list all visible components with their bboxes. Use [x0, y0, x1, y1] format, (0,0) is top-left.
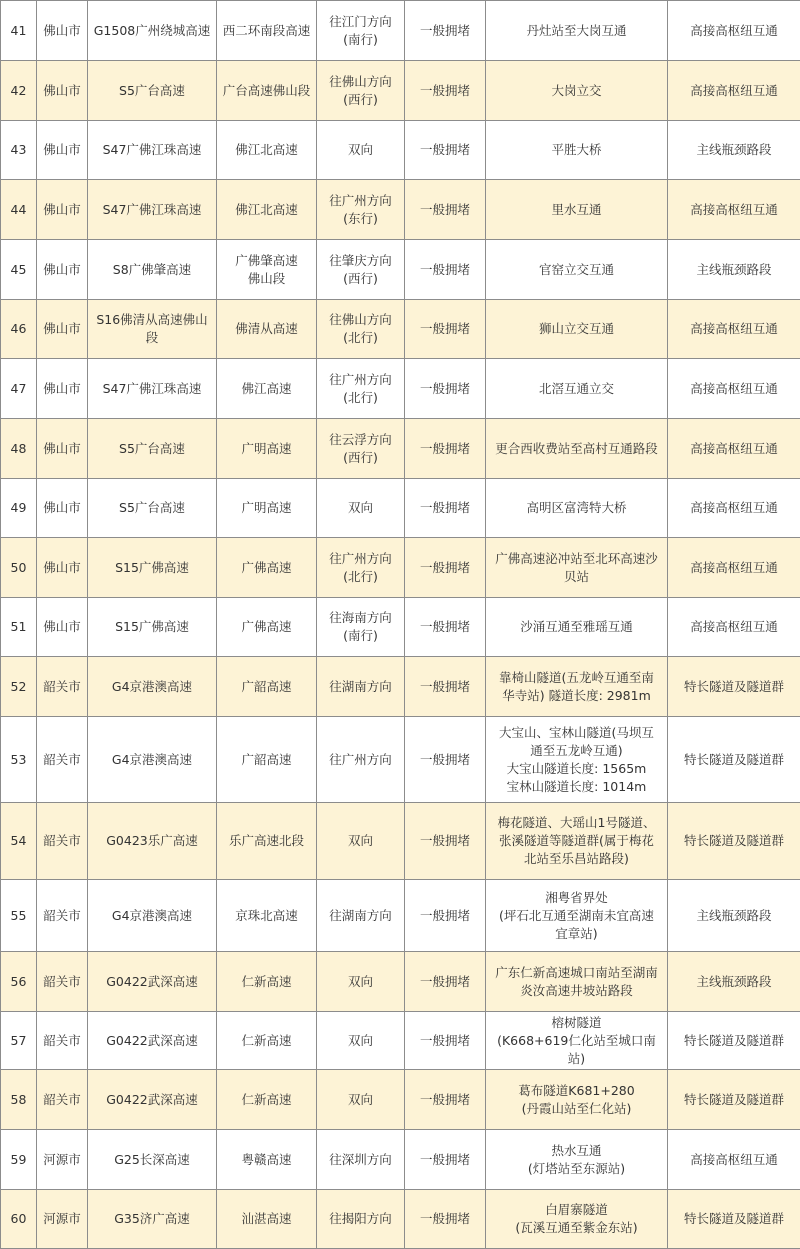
level-cell: 一般拥堵 [405, 1190, 486, 1249]
level-cell: 一般拥堵 [405, 1130, 486, 1190]
section-cell [217, 803, 317, 880]
section-line: 广佛高速 [220, 559, 313, 577]
direction-cell [317, 359, 405, 419]
location-line: 广佛高速泌冲站至北环高速沙 [489, 550, 664, 568]
type-cell: 高接高枢纽互通 [668, 419, 800, 479]
type-cell: 主线瓶颈路段 [668, 952, 800, 1012]
level-cell: 一般拥堵 [405, 880, 486, 952]
location-line: 宝林山隧道长度: 1014m [489, 778, 664, 796]
section-cell [217, 300, 317, 359]
type-cell: 高接高枢纽互通 [668, 180, 800, 240]
section-cell [217, 419, 317, 479]
type-cell: 特长隧道及隧道群 [668, 1012, 800, 1070]
direction-line: (东行) [320, 210, 401, 228]
no-cell: 45 [1, 240, 37, 300]
direction-line: 双向 [320, 1032, 401, 1050]
road-cell: G35济广高速 [88, 1190, 217, 1249]
city-cell: 韶关市 [37, 880, 88, 952]
section-line: 仁新高速 [220, 973, 313, 991]
no-cell: 57 [1, 1012, 37, 1070]
direction-line: 往广州方向 [320, 751, 401, 769]
section-cell [217, 1070, 317, 1130]
section-line: 汕湛高速 [220, 1210, 313, 1228]
city-cell: 佛山市 [37, 359, 88, 419]
location-cell [486, 180, 668, 240]
city-cell: 佛山市 [37, 240, 88, 300]
direction-cell [317, 479, 405, 538]
direction-line: (西行) [320, 270, 401, 288]
section-line: 乐广高速北段 [220, 832, 313, 850]
location-cell [486, 717, 668, 803]
no-cell: 48 [1, 419, 37, 479]
section-cell [217, 657, 317, 717]
location-line: 狮山立交互通 [489, 320, 664, 338]
location-line: (瓦溪互通至紫金东站) [489, 1219, 664, 1237]
direction-cell [317, 717, 405, 803]
road-cell: S15广佛高速 [88, 538, 217, 598]
road-cell: S5广台高速 [88, 419, 217, 479]
table-row [1, 717, 800, 803]
location-cell [486, 952, 668, 1012]
direction-cell [317, 61, 405, 121]
city-cell: 韶关市 [37, 1070, 88, 1130]
table-row [1, 598, 800, 657]
level-cell: 一般拥堵 [405, 240, 486, 300]
no-cell: 49 [1, 479, 37, 538]
no-cell: 46 [1, 300, 37, 359]
level-cell: 一般拥堵 [405, 717, 486, 803]
location-line: 北站至乐昌站路段) [489, 850, 664, 868]
city-cell: 佛山市 [37, 538, 88, 598]
table-row [1, 1190, 800, 1249]
road-cell: S15广佛高速 [88, 598, 217, 657]
direction-cell [317, 1, 405, 61]
location-cell [486, 300, 668, 359]
location-line: 贝站 [489, 568, 664, 586]
section-line: 京珠北高速 [220, 907, 313, 925]
section-line: 粤赣高速 [220, 1151, 313, 1169]
location-line: 大宝山、宝林山隧道(马坝互 [489, 724, 664, 742]
direction-cell [317, 180, 405, 240]
no-cell: 59 [1, 1130, 37, 1190]
direction-cell [317, 240, 405, 300]
location-line: 大岗立交 [489, 82, 664, 100]
city-cell: 佛山市 [37, 479, 88, 538]
level-cell: 一般拥堵 [405, 1012, 486, 1070]
table-row [1, 61, 800, 121]
type-cell: 高接高枢纽互通 [668, 479, 800, 538]
no-cell: 56 [1, 952, 37, 1012]
location-line: 榕树隧道 [489, 1014, 664, 1032]
road-cell: S5广台高速 [88, 61, 217, 121]
city-cell: 韶关市 [37, 657, 88, 717]
no-cell: 58 [1, 1070, 37, 1130]
location-cell [486, 1012, 668, 1070]
type-cell: 特长隧道及隧道群 [668, 1070, 800, 1130]
city-cell: 韶关市 [37, 952, 88, 1012]
direction-line: 往广州方向 [320, 550, 401, 568]
direction-cell [317, 1070, 405, 1130]
location-line: (灯塔站至东源站) [489, 1160, 664, 1178]
section-line: 广佛肇高速 [220, 252, 313, 270]
location-cell [486, 1070, 668, 1130]
location-cell [486, 359, 668, 419]
table-row [1, 952, 800, 1012]
table-row [1, 803, 800, 880]
road-cell: G1508广州绕城高速 [88, 1, 217, 61]
section-cell [217, 61, 317, 121]
direction-line: 往广州方向 [320, 192, 401, 210]
table-row [1, 1070, 800, 1130]
city-cell: 佛山市 [37, 419, 88, 479]
direction-cell [317, 1190, 405, 1249]
location-line: 里水互通 [489, 201, 664, 219]
section-line: 广明高速 [220, 440, 313, 458]
section-cell [217, 479, 317, 538]
location-line: (坪石北互通至湖南未宜高速 [489, 907, 664, 925]
direction-cell [317, 300, 405, 359]
level-cell: 一般拥堵 [405, 61, 486, 121]
section-line: 佛山段 [220, 270, 313, 288]
no-cell: 60 [1, 1190, 37, 1249]
location-line: (丹霞山站至仁化站) [489, 1100, 664, 1118]
level-cell: 一般拥堵 [405, 1070, 486, 1130]
direction-line: 往深圳方向 [320, 1151, 401, 1169]
section-cell [217, 880, 317, 952]
direction-line: 往江门方向 [320, 13, 401, 31]
level-cell: 一般拥堵 [405, 1, 486, 61]
no-cell: 55 [1, 880, 37, 952]
table-row [1, 359, 800, 419]
location-cell [486, 803, 668, 880]
section-line: 佛江高速 [220, 380, 313, 398]
table-row [1, 240, 800, 300]
location-cell [486, 240, 668, 300]
section-cell [217, 1130, 317, 1190]
location-line: 更合西收费站至高村互通路段 [489, 440, 664, 458]
road-cell: G4京港澳高速 [88, 717, 217, 803]
direction-cell [317, 952, 405, 1012]
level-cell: 一般拥堵 [405, 300, 486, 359]
location-cell [486, 1190, 668, 1249]
city-cell: 佛山市 [37, 121, 88, 180]
section-cell [217, 598, 317, 657]
type-cell: 高接高枢纽互通 [668, 538, 800, 598]
direction-line: 往海南方向 [320, 609, 401, 627]
location-line: (K668+619仁化站至城口南 [489, 1032, 664, 1050]
direction-line: 往湖南方向 [320, 678, 401, 696]
direction-line: (北行) [320, 329, 401, 347]
type-cell: 特长隧道及隧道群 [668, 717, 800, 803]
no-cell: 54 [1, 803, 37, 880]
type-cell: 高接高枢纽互通 [668, 1130, 800, 1190]
type-cell: 特长隧道及隧道群 [668, 803, 800, 880]
no-cell: 50 [1, 538, 37, 598]
no-cell: 41 [1, 1, 37, 61]
location-line: 广东仁新高速城口南站至湖南 [489, 964, 664, 982]
direction-line: (南行) [320, 31, 401, 49]
location-line: 白眉寨隧道 [489, 1201, 664, 1219]
location-cell [486, 1130, 668, 1190]
level-cell: 一般拥堵 [405, 180, 486, 240]
table-row [1, 419, 800, 479]
level-cell: 一般拥堵 [405, 952, 486, 1012]
location-line: 大宝山隧道长度: 1565m [489, 760, 664, 778]
location-cell [486, 1, 668, 61]
type-cell: 高接高枢纽互通 [668, 1, 800, 61]
location-line: 官窑立交互通 [489, 261, 664, 279]
section-cell [217, 952, 317, 1012]
location-cell [486, 419, 668, 479]
location-line: 热水互通 [489, 1142, 664, 1160]
location-line: 湘粤省界处 [489, 889, 664, 907]
road-cell: G0422武深高速 [88, 1070, 217, 1130]
direction-line: (西行) [320, 91, 401, 109]
road-cell: G0422武深高速 [88, 1012, 217, 1070]
section-line: 广台高速佛山段 [220, 82, 313, 100]
section-line: 广佛高速 [220, 618, 313, 636]
direction-cell [317, 803, 405, 880]
direction-line: 往广州方向 [320, 371, 401, 389]
type-cell: 特长隧道及隧道群 [668, 657, 800, 717]
level-cell: 一般拥堵 [405, 479, 486, 538]
road-cell: G0423乐广高速 [88, 803, 217, 880]
no-cell: 44 [1, 180, 37, 240]
section-cell [217, 717, 317, 803]
city-cell: 佛山市 [37, 61, 88, 121]
direction-line: 往佛山方向 [320, 73, 401, 91]
location-line: 站) [489, 1050, 664, 1068]
location-line: 梅花隧道、大瑶山1号隧道、 [489, 814, 664, 832]
no-cell: 52 [1, 657, 37, 717]
location-line: 沙涌互通至雅瑶互通 [489, 618, 664, 636]
section-cell [217, 1012, 317, 1070]
table-row [1, 1012, 800, 1070]
road-cell: G4京港澳高速 [88, 880, 217, 952]
city-cell: 韶关市 [37, 1012, 88, 1070]
location-line: 华寺站) 隧道长度: 2981m [489, 687, 664, 705]
road-cell: S47广佛江珠高速 [88, 121, 217, 180]
type-cell: 高接高枢纽互通 [668, 61, 800, 121]
section-cell [217, 359, 317, 419]
road-cell: S5广台高速 [88, 479, 217, 538]
direction-line: 双向 [320, 973, 401, 991]
section-cell [217, 1, 317, 61]
location-cell [486, 121, 668, 180]
location-cell [486, 538, 668, 598]
city-cell: 佛山市 [37, 598, 88, 657]
direction-line: 双向 [320, 1091, 401, 1109]
direction-cell [317, 1130, 405, 1190]
location-line: 靠椅山隧道(五龙岭互通至南 [489, 669, 664, 687]
level-cell: 一般拥堵 [405, 419, 486, 479]
no-cell: 53 [1, 717, 37, 803]
section-line: 佛清从高速 [220, 320, 313, 338]
location-cell [486, 880, 668, 952]
table-row [1, 1, 800, 61]
direction-line: 双向 [320, 141, 401, 159]
type-cell: 特长隧道及隧道群 [668, 1190, 800, 1249]
road-cell: S47广佛江珠高速 [88, 359, 217, 419]
location-cell [486, 479, 668, 538]
location-line: 宜章站) [489, 925, 664, 943]
table-row [1, 1130, 800, 1190]
direction-line: (南行) [320, 627, 401, 645]
type-cell: 高接高枢纽互通 [668, 359, 800, 419]
road-cell: G4京港澳高速 [88, 657, 217, 717]
table-row [1, 180, 800, 240]
direction-line: 往云浮方向 [320, 431, 401, 449]
location-line: 高明区富湾特大桥 [489, 499, 664, 517]
city-cell: 佛山市 [37, 180, 88, 240]
level-cell: 一般拥堵 [405, 598, 486, 657]
table-row [1, 300, 800, 359]
location-line: 炎汝高速井坡站路段 [489, 982, 664, 1000]
type-cell: 主线瓶颈路段 [668, 240, 800, 300]
no-cell: 51 [1, 598, 37, 657]
table-row [1, 121, 800, 180]
level-cell: 一般拥堵 [405, 121, 486, 180]
city-cell: 韶关市 [37, 803, 88, 880]
location-line: 平胜大桥 [489, 141, 664, 159]
section-cell [217, 121, 317, 180]
direction-line: (北行) [320, 568, 401, 586]
no-cell: 43 [1, 121, 37, 180]
direction-line: 双向 [320, 499, 401, 517]
city-cell: 河源市 [37, 1190, 88, 1249]
table-row [1, 479, 800, 538]
no-cell: 47 [1, 359, 37, 419]
location-line: 通至五龙岭互通) [489, 742, 664, 760]
location-line: 北滘互通立交 [489, 380, 664, 398]
road-cell: G0422武深高速 [88, 952, 217, 1012]
type-cell: 主线瓶颈路段 [668, 121, 800, 180]
direction-line: (北行) [320, 389, 401, 407]
table-row [1, 880, 800, 952]
road-cell: S47广佛江珠高速 [88, 180, 217, 240]
section-cell [217, 180, 317, 240]
direction-line: 往揭阳方向 [320, 1210, 401, 1228]
no-cell: 42 [1, 61, 37, 121]
section-cell [217, 240, 317, 300]
city-cell: 韶关市 [37, 717, 88, 803]
section-line: 仁新高速 [220, 1091, 313, 1109]
location-line: 葛布隧道K681+280 [489, 1082, 664, 1100]
location-cell [486, 61, 668, 121]
section-cell [217, 1190, 317, 1249]
type-cell: 主线瓶颈路段 [668, 880, 800, 952]
section-line: 佛江北高速 [220, 201, 313, 219]
level-cell: 一般拥堵 [405, 538, 486, 598]
direction-line: 往肇庆方向 [320, 252, 401, 270]
direction-line: 双向 [320, 832, 401, 850]
section-line: 广韶高速 [220, 678, 313, 696]
city-cell: 河源市 [37, 1130, 88, 1190]
direction-line: 往湖南方向 [320, 907, 401, 925]
section-line: 西二环南段高速 [220, 22, 313, 40]
table-row [1, 538, 800, 598]
direction-cell [317, 598, 405, 657]
section-line: 佛江北高速 [220, 141, 313, 159]
road-cell: G25长深高速 [88, 1130, 217, 1190]
direction-cell [317, 538, 405, 598]
direction-cell [317, 657, 405, 717]
location-line: 张溪隧道等隧道群(属于梅花 [489, 832, 664, 850]
direction-cell [317, 1012, 405, 1070]
direction-cell [317, 880, 405, 952]
direction-cell [317, 419, 405, 479]
section-line: 广明高速 [220, 499, 313, 517]
direction-line: (西行) [320, 449, 401, 467]
direction-cell [317, 121, 405, 180]
section-cell [217, 538, 317, 598]
table-row [1, 657, 800, 717]
type-cell: 高接高枢纽互通 [668, 598, 800, 657]
location-line: 丹灶站至大岗互通 [489, 22, 664, 40]
level-cell: 一般拥堵 [405, 803, 486, 880]
section-line: 广韶高速 [220, 751, 313, 769]
level-cell: 一般拥堵 [405, 359, 486, 419]
level-cell: 一般拥堵 [405, 657, 486, 717]
road-cell: S16佛清从高速佛山段 [88, 300, 217, 359]
direction-line: 往佛山方向 [320, 311, 401, 329]
location-cell [486, 657, 668, 717]
city-cell: 佛山市 [37, 300, 88, 359]
road-cell: S8广佛肇高速 [88, 240, 217, 300]
location-cell [486, 598, 668, 657]
city-cell: 佛山市 [37, 1, 88, 61]
table-body [1, 1, 800, 1249]
section-line: 仁新高速 [220, 1032, 313, 1050]
type-cell: 高接高枢纽互通 [668, 300, 800, 359]
